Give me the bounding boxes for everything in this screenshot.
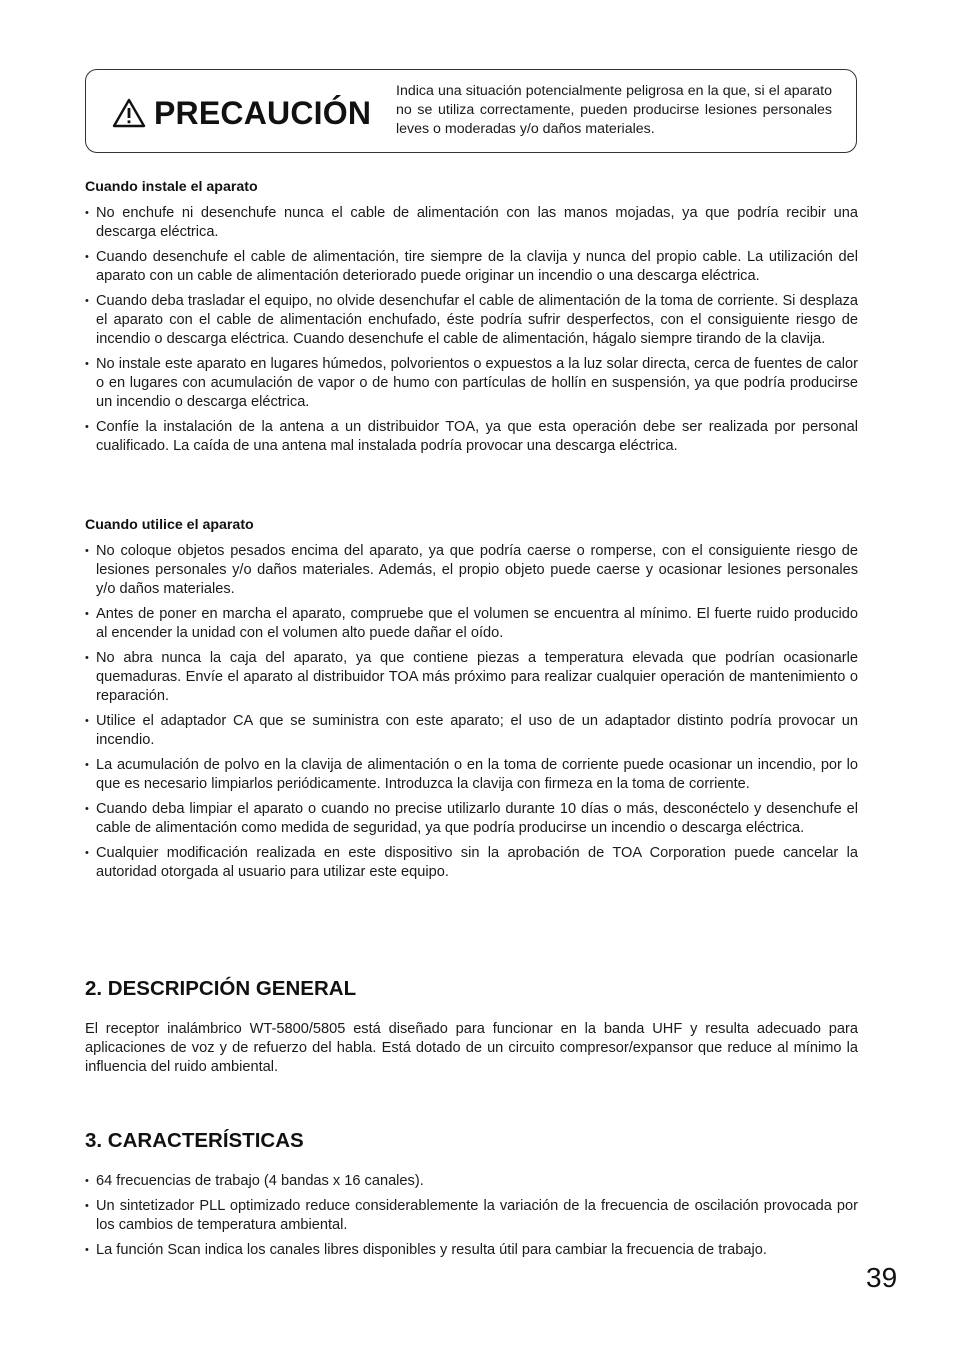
install-heading: Cuando instale el aparato [85,179,258,195]
list-item: • Cuando deba trasladar el equipo, no olvide desenchufar el cable de alimentación de la toma de corriente. Si desplaza el aparato con el cable de alimentación enchufado, éste podría sufrir desperfectos, con el consiguiente riesgo de incendio o descarga eléctrica. Cuando desenchufe el cable de alimentación, hágalo siempre tirando de la clavija. [85,292,858,349]
list-item: • Cuando deba limpiar el aparato o cuando no precise utilizarlo durante 10 días o más, desconéctelo y desenchufe el cable de alimentación como medida de seguridad, ya que podría producirse un incendio o descarga eléctrica. [85,800,858,838]
list-item: • Antes de poner en marcha el aparato, compruebe que el volumen se encuentra al mínimo. El fuerte ruido producido al encender la unidad con el volumen alto puede dañar el oído. [85,605,858,643]
general-description-text: El receptor inalámbrico WT-5800/5805 está diseñado para funcionar en la banda UHF y resulta adecuado para aplicaciones de voz y de refuerzo del habla. Está dotado de un circuito compresor/expansor que reduce al mínimo la influencia del ruido ambiental. [85,1021,858,1075]
features-title: 3. CARACTERÍSTICAS [85,1129,304,1152]
usage-list [85,542,858,888]
list-item: • La acumulación de polvo en la clavija de alimentación o en la toma de corriente puede ocasionar un incendio, por lo que es necesario limpiarlos periódicamente. Introduzca la clavija con firmeza en la toma de corriente. [85,756,858,794]
features-list [85,1172,858,1266]
caution-description: Indica una situación potencialmente peligrosa en la que, si el aparato no se utiliza correctamente, pueden producirse lesiones personales leves o moderadas y/o daños materiales. [396,83,832,137]
page-number: 39 [866,1262,898,1293]
list-item: • 64 frecuencias de trabajo (4 bandas x 16 canales). [85,1172,858,1191]
list-item: • No enchufe ni desenchufe nunca el cable de alimentación con las manos mojadas, ya que podría recibir una descarga eléctrica. [85,204,858,242]
warning-triangle-icon [112,98,146,128]
general-description-title: 2. DESCRIPCIÓN GENERAL [85,977,357,1000]
caution-heading: PRECAUCIÓN [154,94,372,131]
list-item: • La función Scan indica los canales libres disponibles y resulta útil para cambiar la frecuencia de trabajo. [85,1241,858,1260]
list-item: • Cualquier modificación realizada en este dispositivo sin la aprobación de TOA Corporation puede cancelar la autoridad otorgada al usuario para utilizar este equipo. [85,844,858,882]
list-item: • Confíe la instalación de la antena a un distribuidor TOA, ya que esta operación debe ser realizada por personal cualificado. La caída de una antena mal instalada podría provocar una descarga eléctrica. [85,418,858,456]
usage-heading: Cuando utilice el aparato [85,517,254,533]
list-item: • No instale este aparato en lugares húmedos, polvorientos o expuestos a la luz solar directa, cerca de fuentes de calor o en lugares con acumulación de vapor o de humo con partículas de hollín en suspensión, ya que podría producirse un incendio o descarga eléctrica. [85,355,858,412]
list-item: • Un sintetizador PLL optimizado reduce considerablemente la variación de la frecuencia de oscilación provocada por los cambios de temperatura ambiental. [85,1197,858,1235]
list-item: • Cuando desenchufe el cable de alimentación, tire siempre de la clavija y nunca del propio cable. La utilización del aparato con un cable de alimentación deteriorado puede originar un incendio o una descarga eléctrica. [85,248,858,286]
list-item: • No coloque objetos pesados encima del aparato, ya que podría caerse o romperse, con el consiguiente riesgo de lesiones personales y/o daños materiales. Además, el propio objeto puede caerse y ocasionar lesiones personales y/o daños materiales. [85,542,858,599]
caution-box [85,69,857,153]
list-item: • Utilice el adaptador CA que se suministra con este aparato; el uso de un adaptador distinto podría provocar un incendio. [85,712,858,750]
list-item: • No abra nunca la caja del aparato, ya que contiene piezas a temperatura elevada que podrían ocasionarle quemaduras. Envíe el aparato al distribuidor TOA más próximo para realizar cualquier operación de mantenimiento o reparación. [85,649,858,706]
caution-title [112,92,371,134]
install-list [85,204,858,462]
